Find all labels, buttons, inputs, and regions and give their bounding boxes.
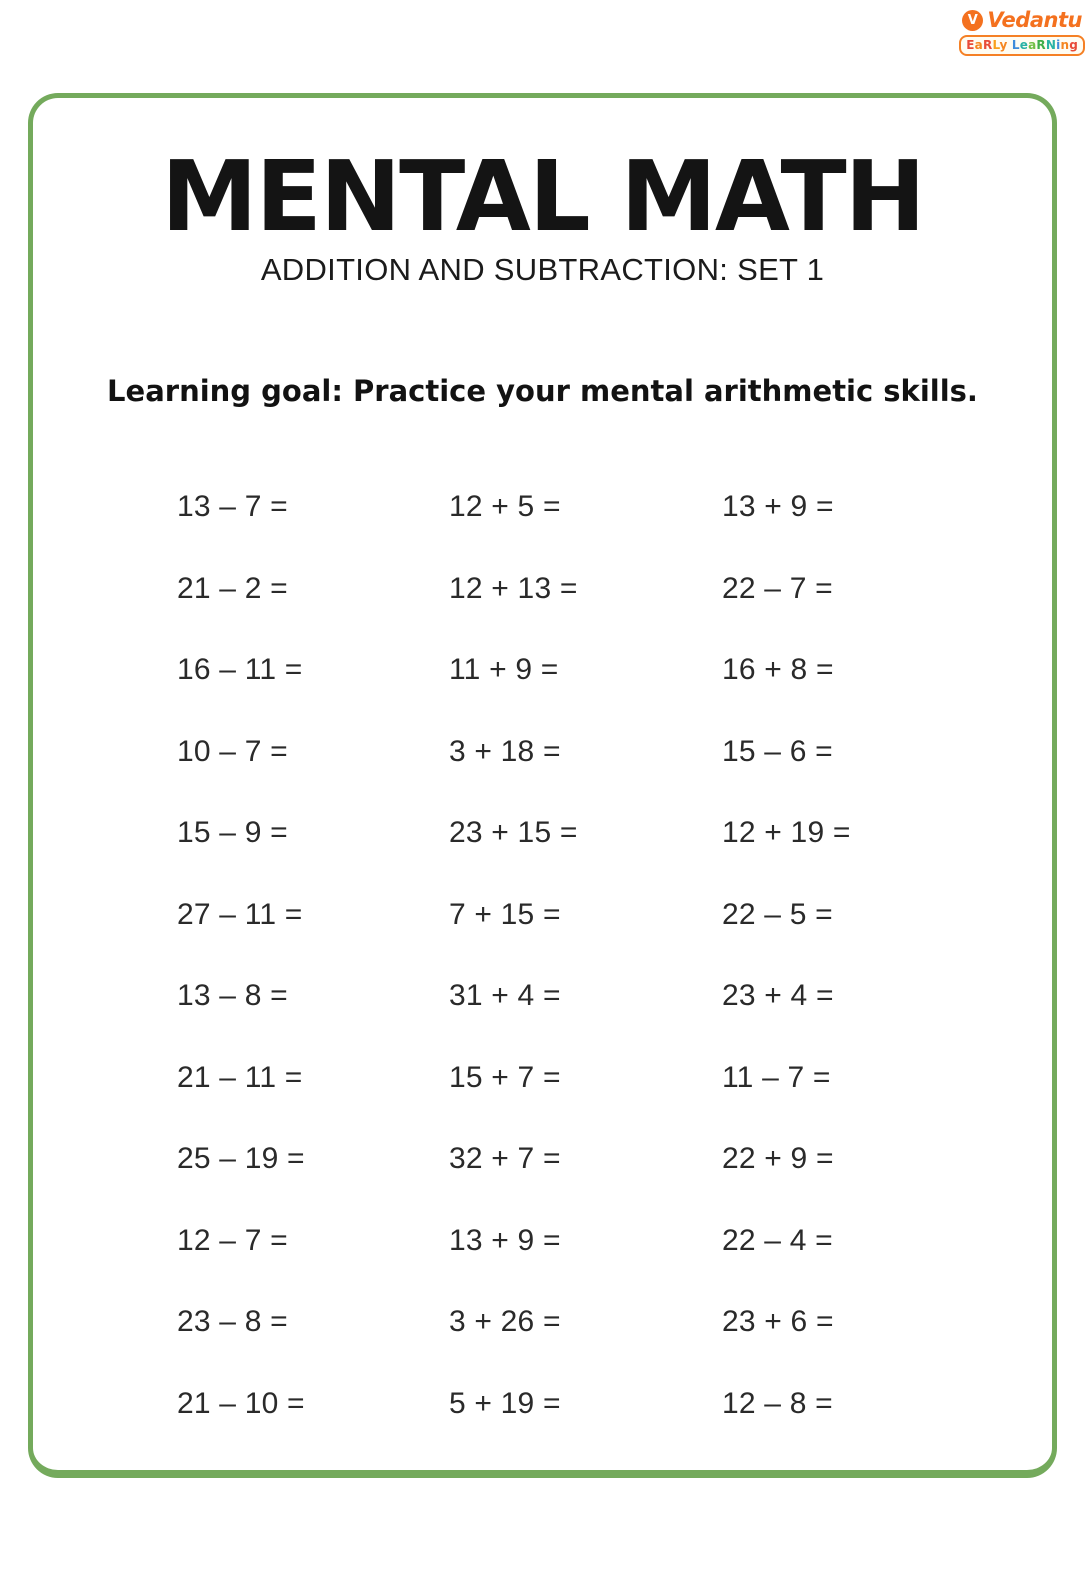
problem: 12 – 8 =	[722, 1386, 833, 1420]
problem: 12 – 7 =	[177, 1223, 288, 1257]
problem: 25 – 19 =	[177, 1142, 305, 1176]
problem: 23 + 15 =	[449, 816, 578, 850]
problem: 21 – 2 =	[177, 571, 288, 605]
logo-top-row	[962, 8, 1082, 32]
problem: 15 – 6 =	[722, 734, 833, 768]
problem: 16 + 8 =	[722, 653, 834, 687]
problem: 11 – 7 =	[722, 1060, 831, 1094]
badge-letter: N	[1045, 38, 1057, 52]
problem: 22 + 9 =	[722, 1142, 834, 1176]
problem: 3 + 26 =	[449, 1305, 561, 1339]
badge-letter: R	[982, 38, 993, 52]
problem: 27 – 11 =	[177, 897, 303, 931]
problem: 31 + 4 =	[449, 979, 561, 1013]
problem: 10 – 7 =	[177, 734, 288, 768]
problem: 13 – 7 =	[177, 490, 288, 524]
problem: 12 + 5 =	[449, 490, 561, 524]
badge-letter: a	[974, 38, 983, 52]
badge-letter: R	[1036, 38, 1046, 52]
early-learning-badge	[959, 35, 1085, 56]
badge-letter: L	[992, 38, 1000, 52]
badge-letter: E	[966, 38, 975, 52]
problem: 5 + 19 =	[449, 1386, 561, 1420]
vedantu-logo	[959, 8, 1085, 56]
problem: 23 – 8 =	[177, 1305, 288, 1339]
problem: 11 + 9 =	[449, 653, 559, 687]
problem: 32 + 7 =	[449, 1142, 561, 1176]
problem: 16 – 11 =	[177, 653, 303, 687]
learning-goal: Learning goal: Practice your mental arithmetic skills.	[107, 373, 978, 408]
badge-letter: L	[1011, 38, 1020, 52]
problem: 22 – 4 =	[722, 1223, 833, 1257]
problem: 7 + 15 =	[449, 897, 561, 931]
problem: 22 – 5 =	[722, 897, 833, 931]
problem: 12 + 13 =	[449, 571, 578, 605]
badge-letter: i	[1056, 38, 1061, 52]
problem: 22 – 7 =	[722, 571, 833, 605]
problem: 13 + 9 =	[722, 490, 834, 524]
problem: 13 + 9 =	[449, 1223, 561, 1257]
problem: 23 + 6 =	[722, 1305, 834, 1339]
brand-name: Vedantu	[987, 8, 1082, 32]
badge-letter: n	[1060, 38, 1070, 52]
problem: 21 – 11 =	[177, 1060, 303, 1094]
badge-letter: g	[1069, 38, 1078, 52]
badge-letter: a	[1028, 38, 1037, 52]
problem: 13 – 8 =	[177, 979, 288, 1013]
problem: 23 + 4 =	[722, 979, 834, 1013]
problem: 12 + 19 =	[722, 816, 851, 850]
problem: 15 + 7 =	[449, 1060, 561, 1094]
badge-letter: y	[999, 38, 1008, 52]
problem: 21 – 10 =	[177, 1386, 305, 1420]
worksheet-border	[28, 93, 1057, 1478]
vedantu-v-icon: V	[962, 10, 983, 31]
problem: 15 – 9 =	[177, 816, 288, 850]
problems-grid	[33, 466, 1052, 1444]
problem: 3 + 18 =	[449, 734, 561, 768]
badge-letter: e	[1019, 38, 1029, 52]
page-title: MENTAL MATH	[161, 140, 924, 253]
page-subtitle: ADDITION AND SUBTRACTION: SET 1	[260, 252, 825, 287]
